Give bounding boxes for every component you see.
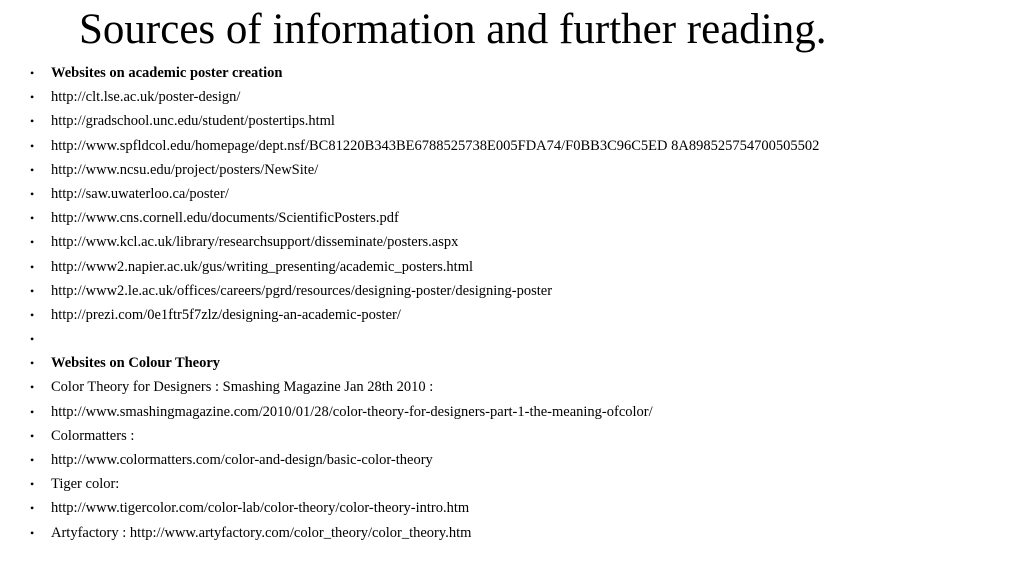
bullet-icon: •	[30, 259, 35, 274]
reference-link-text: http://www.spfldcol.edu/homepage/dept.nsf/BC81220B343BE6788525738E005FDA74/F0BB3C96C5ED 8A898525754700505502	[51, 137, 820, 154]
reference-text: Tiger color:	[51, 476, 120, 493]
bullet-icon: •	[30, 356, 35, 371]
bullet-icon: •	[30, 162, 35, 177]
bullet-icon: •	[30, 283, 35, 298]
bullet-icon: •	[30, 477, 35, 492]
bullet-icon: •	[30, 404, 35, 419]
bullet-icon: •	[30, 307, 35, 322]
bullet-icon: •	[30, 235, 35, 250]
slide-title: Sources of information and further reading.	[79, 6, 827, 53]
section-heading-text: Websites on Colour Theory	[51, 355, 221, 372]
reference-link-text: http://www2.le.ac.uk/offices/careers/pgrd/resources/designing-poster/designing-poster	[51, 282, 553, 299]
bullet-icon: •	[30, 525, 35, 540]
reference-link-text: http://www.cns.cornell.edu/documents/ScientificPosters.pdf	[51, 210, 399, 227]
reference-link-text: http://www.colormatters.com/color-and-design/basic-color-theory	[51, 452, 433, 468]
reference-link-text: http://www.kcl.ac.uk/library/researchsupport/disseminate/posters.aspx	[51, 234, 459, 251]
bullet-icon: •	[30, 428, 35, 443]
bullet-icon: •	[30, 453, 35, 467]
bullet-icon: •	[30, 211, 35, 226]
reference-link-text: Artyfactory : http://www.artyfactory.com/color_theory/color_theory.htm	[51, 524, 472, 541]
reference-text: Color Theory for Designers : Smashing Magazine Jan 28th 2010 :	[51, 379, 434, 396]
reference-link-text: http://www2.napier.ac.uk/gus/writing_presenting/academic_posters.html	[51, 258, 474, 275]
bullet-icon: •	[30, 380, 35, 395]
reference-link-text: http://clt.lse.ac.uk/poster-design/	[51, 89, 241, 106]
reference-link-text: http://www.ncsu.edu/project/posters/NewSite/	[51, 161, 319, 178]
reference-link-text: http://gradschool.unc.edu/student/postertips.html	[51, 113, 335, 130]
reference-link-text: http://www.tigercolor.com/color-lab/color-theory/color-theory-intro.htm	[51, 500, 470, 517]
section-heading-text: Websites on academic poster creation	[51, 65, 283, 81]
bullet-icon: •	[30, 138, 35, 153]
bullet-icon: •	[30, 332, 35, 347]
reference-link-text: http://www.smashingmagazine.com/2010/01/28/color-theory-for-designers-part-1-the-meaning-ofcolor/	[51, 403, 653, 420]
bullet-icon: •	[30, 90, 35, 105]
bullet-icon: •	[30, 114, 35, 129]
reference-link-text: http://saw.uwaterloo.ca/poster/	[51, 185, 229, 202]
reference-text: Colormatters :	[51, 427, 135, 444]
bullet-icon: •	[30, 66, 35, 80]
reference-link-text: http://prezi.com/0e1ftr5f7zlz/designing-an-academic-poster/	[51, 306, 401, 323]
bullet-icon: •	[30, 501, 35, 516]
bullet-icon: •	[30, 186, 35, 201]
